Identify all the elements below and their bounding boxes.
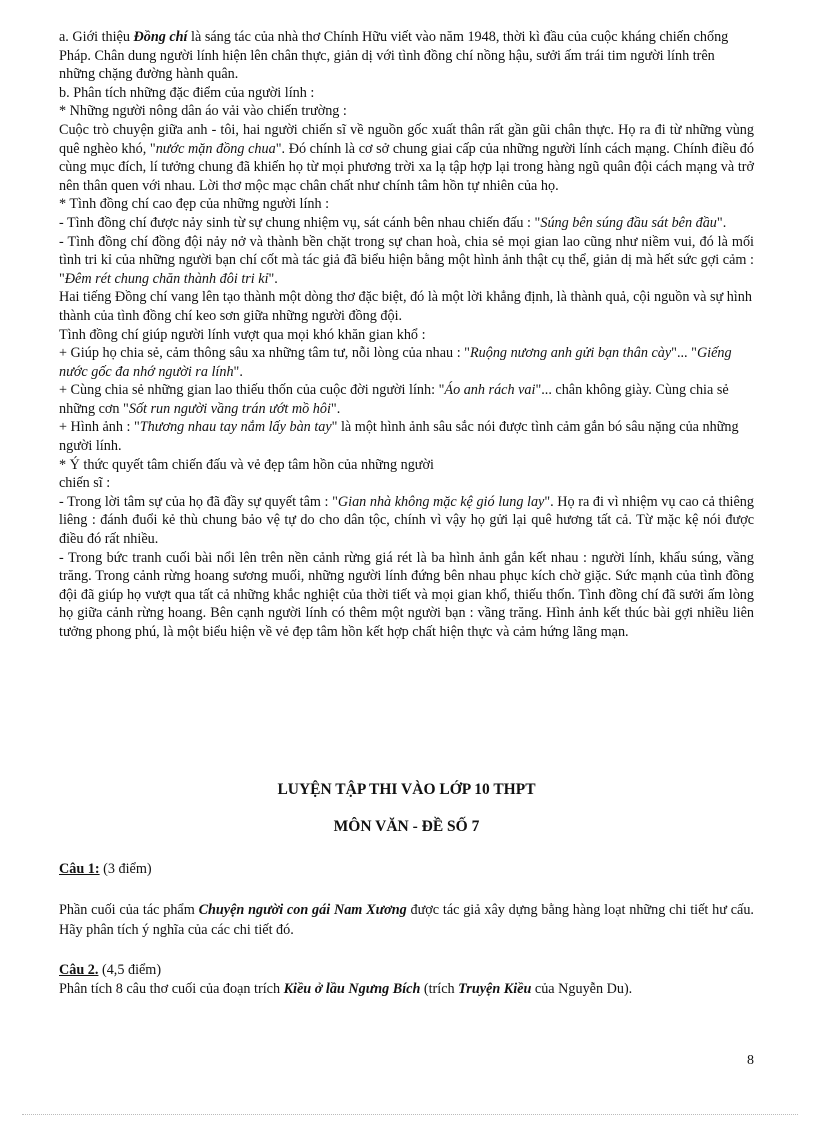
plus-1: + Giúp họ chia sẻ, cảm thông sâu xa những tâm tư, nỗi lòng của nhau : "Ruộng nương anh gửi bạn thân cày"... "Giếng nước gốc đa nhớ người ra lính". xyxy=(59,345,732,380)
point-resolve: * Ý thức quyết tâm chiến đấu và vẻ đẹp tâm hồn của những người xyxy=(59,456,434,473)
paragraph-dong-chi: Hai tiếng Đồng chí vang lên tạo thành một dòng thơ đặc biệt, đó là một lời khẳng định, là thành quả, cội nguồn và sự hình thành của tình đồng chí keo sơn giữa những người đồng đội. xyxy=(59,289,752,324)
poem-title: Đồng chí xyxy=(133,29,188,45)
plus-3: + Hình ảnh : "Thương nhau tay nắm lấy bàn tay" là một hình ảnh sâu sắc nói được tình cảm gắn bó sâu nặng của những người lính. xyxy=(59,419,739,455)
dash-2: - Tình đồng chí đồng đội nảy nở và thành bền chặt trong sự chan hoà, chia sẻ mọi gian lao cũng như niềm vui, đó là mối tình tri kỉ của những người bạn chí cốt mà tác giả đã biểu hiện bằng một hình ảnh thật cụ thể, giản dị mà hết sức gợi cảm : "Đêm rét chung chăn thành đôi tri kỉ". xyxy=(59,233,754,287)
plus-2: + Cùng chia sẻ những gian lao thiếu thốn của cuộc đời người lính: "Áo anh rách vai"... chân không giày. Cùng chia sẻ những cơn "Sốt run người vầng trán ướt mồ hôi". xyxy=(59,382,729,417)
exam-subheading: MÔN VĂN - ĐỀ SỐ 7 xyxy=(333,818,480,835)
point-resolve-cont: chiến sĩ : xyxy=(59,475,111,492)
section-a: a. Giới thiệu Đồng chí là sáng tác của nhà thơ Chính Hữu viết vào năm 1948, thời kì đầu của cuộc kháng chiến chống Pháp. Chân dung người lính hiện lên chân thực, giản dị với tình đồng chí nồng hậu, sưởi ấm trái tim người lính trên những chặng đường hành quân. xyxy=(59,29,729,83)
page-bottom-rule xyxy=(22,1114,798,1115)
paragraph-origin: Cuộc trò chuyện giữa anh - tôi, hai người chiến sĩ về nguồn gốc xuất thân rất gần gũi chân thực. Họ ra đi từ những vùng quê nghèo khó, "nước mặn đồng chua". Đó chính là cơ sở chung giai cấp của những người lính cách mạng. Chính điều đó cùng mục đích, lí tưởng chung đã khiến họ từ mọi phương trời xa lạ tập hợp lại trong hàng ngũ quân đội cách mạng và trở nên thân quen với nhau. Lời thơ mộc mạc chân chất như chính tâm hồn tự nhiên của họ. xyxy=(59,121,754,194)
question-1-text: Phần cuối của tác phẩm Chuyện người con gái Nam Xương được tác giả xây dựng bằng hàng loạt những chi tiết hư cấu. Hãy phân tích ý nghĩa của các chi tiết đó. xyxy=(59,902,754,938)
point-comradeship: * Tình đồng chí cao đẹp của những người lính : xyxy=(59,196,330,213)
paragraph-overcome: Tình đồng chí giúp người lính vượt qua mọi khó khăn gian khổ : xyxy=(59,326,426,343)
dash-4: - Trong bức tranh cuối bài nổi lên trên nền cảnh rừng giá rét là ba hình ảnh gắn kết nhau : người lính, khẩu súng, vầng trăng. Trong cảnh rừng hoang sương muối, những người lính đứng bên nhau phục kích chờ giặc. Sức mạnh của tình đồng đội đã giúp họ vượt qua tất cả những khắc nghiệt của thời tiết và mọi gian khổ, thiếu thốn. Tình đồng chí đã sưởi ấm lòng họ giữa cảnh rừng hoang. Bên cạnh người lính có thêm một người bạn : vầng trăng. Hình ảnh kết thúc bài gợi nhiều liên tưởng phong phú, là một biểu hiện về vẻ đẹp tâm hồn kết hợp chất hiện thực và cảm hứng lãng mạn. xyxy=(59,549,754,640)
question-2-label: Câu 2. (4,5 điểm) xyxy=(59,962,162,978)
point-farmers: * Những người nông dân áo vải vào chiến trường : xyxy=(59,103,347,120)
exam-heading: LUYỆN TẬP THI VÀO LỚP 10 THPT xyxy=(277,781,536,798)
section-b: b. Phân tích những đặc điểm của người lính : xyxy=(59,84,315,101)
dash-1: - Tình đồng chí được nảy sinh từ sự chung nhiệm vụ, sát cánh bên nhau chiến đấu : "Súng bên súng đầu sát bên đầu". xyxy=(59,214,727,231)
question-2-text: Phân tích 8 câu thơ cuối của đoạn trích Kiều ở lầu Ngưng Bích (trích Truyện Kiều của Nguyễn Du). xyxy=(59,981,633,997)
document-body xyxy=(59,28,754,997)
page-number: 8 xyxy=(747,1053,754,1068)
question-1-label: Câu 1: (3 điểm) xyxy=(59,861,152,877)
dash-3: - Trong lời tâm sự của họ đã đầy sự quyết tâm : "Gian nhà không mặc kệ gió lung lay". Họ ra đi vì nhiệm vụ cao cả thiêng liêng : đánh đuổi kẻ thù chung bảo vệ tự do cho dân tộc, chính vì vậy họ gửi lại quê hương tất cả. Từ mặc kệ nói được điều đó rất nhiều. xyxy=(59,493,754,548)
